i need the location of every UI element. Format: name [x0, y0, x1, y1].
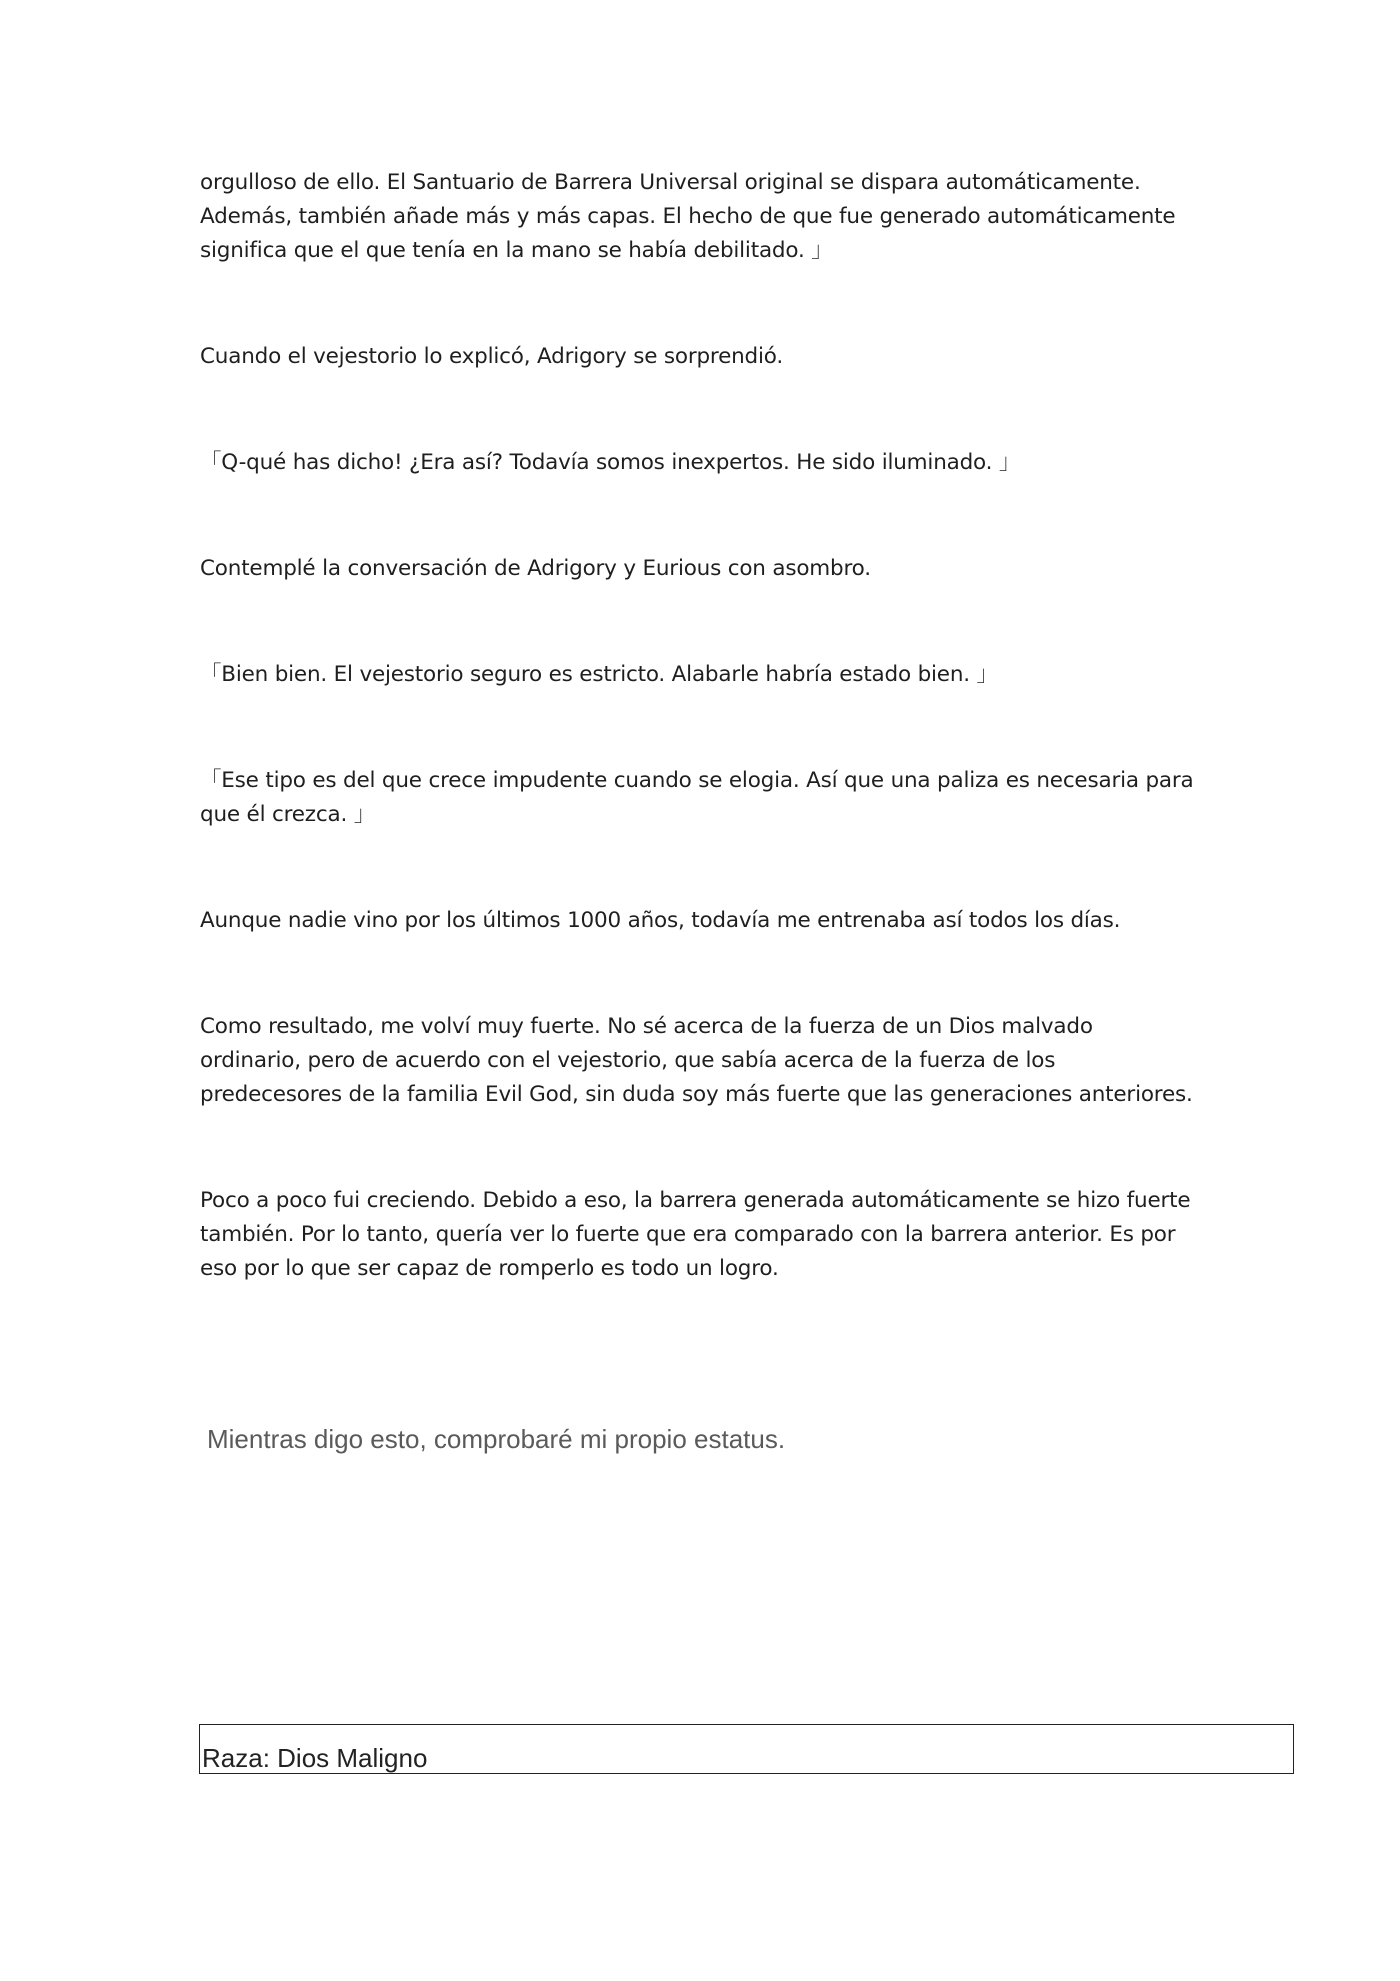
paragraph-3: 「Q-qué has dicho! ¿Era así? Todavía somos inexpertos. He sido iluminado. 」 [200, 450, 1021, 475]
paragraph-6: 「Ese tipo es del que crece impudente cuando se elogia. Así que una paliza es necesaria para que él crezca. 」 [200, 768, 1194, 827]
paragraph-1: orgulloso de ello. El Santuario de Barrera Universal original se dispara automáticamente. Además, también añade más y más capas. El hecho de que fue generado automáticamente significa que el que tenía en la mano se había debilitado. 」 [200, 170, 1176, 263]
paragraph-8: Como resultado, me volví muy fuerte. No sé acerca de la fuerza de un Dios malvado ordinario, pero de acuerdo con el vejestorio, que sabía acerca de la fuerza de los predecesores de la familia Evil God, sin duda soy más fuerte que las generaciones anteriores. [200, 1014, 1193, 1107]
paragraph-5: 「Bien bien. El vejestorio seguro es estricto. Alabarle habría estado bien. 」 [200, 662, 998, 687]
status-box [199, 1724, 1294, 1774]
race-line: Raza: Dios Maligno [202, 1743, 428, 1773]
paragraph-9: Poco a poco fui creciendo. Debido a eso, la barrera generada automáticamente se hizo fuerte también. Por lo tanto, quería ver lo fuerte que era comparado con la barrera anterior. Es por eso por lo que ser capaz de romperlo es todo un logro. [200, 1188, 1191, 1281]
status-intro-note: Mientras digo esto, comprobaré mi propio estatus. [207, 1424, 786, 1454]
paragraph-4: Contemplé la conversación de Adrigory y Eurious con asombro. [200, 556, 871, 581]
paragraph-2: Cuando el vejestorio lo explicó, Adrigory se sorprendió. [200, 344, 783, 369]
paragraph-7: Aunque nadie vino por los últimos 1000 años, todavía me entrenaba así todos los días. [200, 908, 1121, 933]
